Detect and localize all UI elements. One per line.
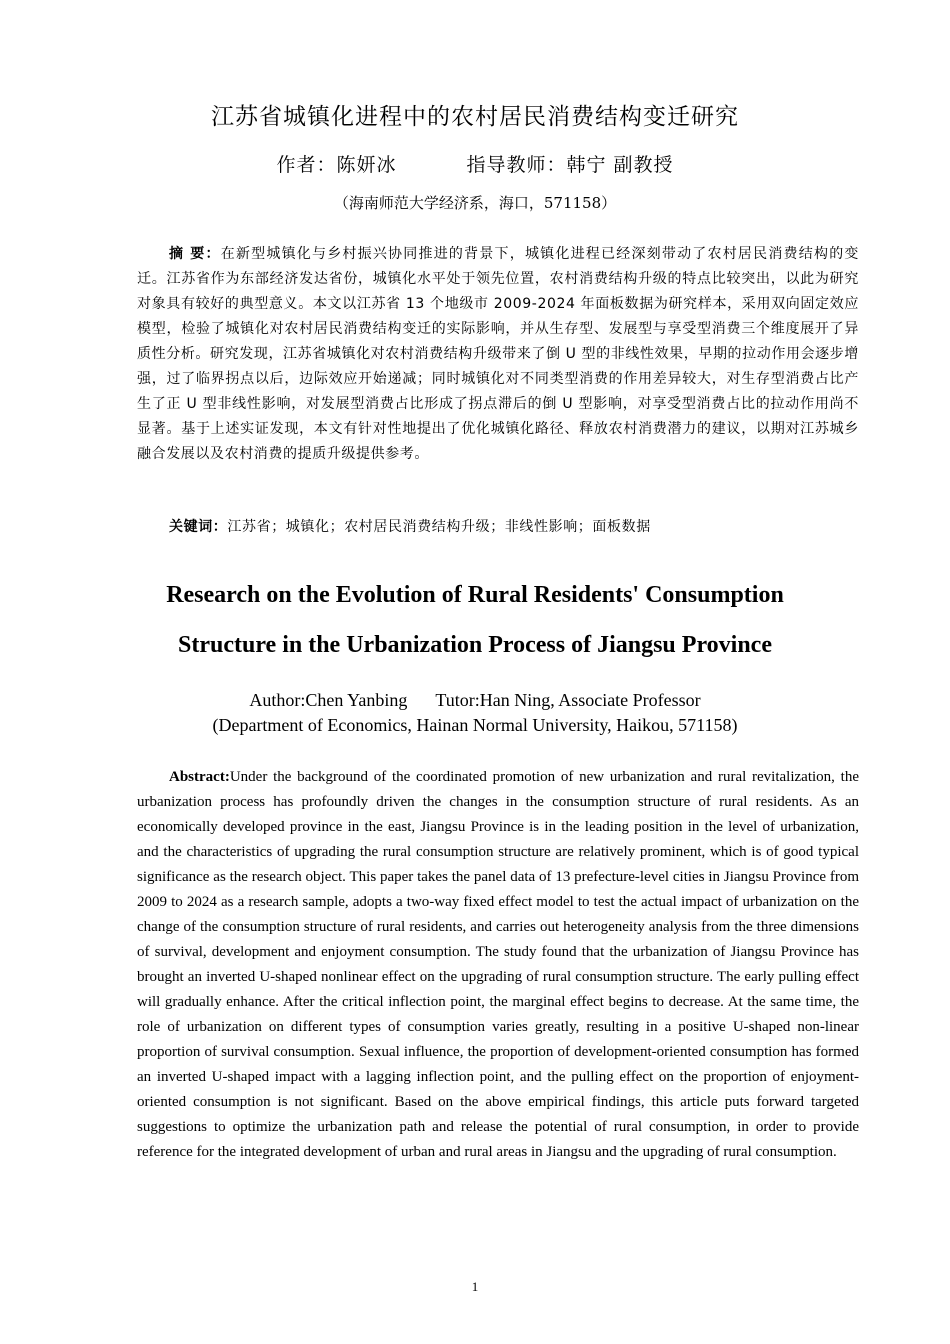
chinese-abstract xyxy=(137,242,859,467)
english-author: Author:Chen Yanbing xyxy=(249,690,408,710)
chinese-keywords-text: 江苏省；城镇化；农村居民消费结构升级；非线性影响；面板数据 xyxy=(227,519,651,535)
page-number: 1 xyxy=(471,1279,479,1294)
english-title-line-2: Structure in the Urbanization Process of Jiangsu Province xyxy=(178,632,772,658)
chinese-author-line xyxy=(0,150,950,177)
english-title xyxy=(100,570,850,670)
english-tutor: Tutor:Han Ning, Associate Professor xyxy=(435,690,701,710)
chinese-affiliation: （海南师范大学经济系，海口，571158） xyxy=(333,194,617,212)
english-title-line-1: Research on the Evolution of Rural Residents' Consumption xyxy=(166,582,784,608)
english-author-line xyxy=(0,690,950,711)
chinese-abstract-label: 摘 要： xyxy=(169,246,221,262)
chinese-author: 作者：陈妍冰 xyxy=(276,154,397,176)
chinese-title: 江苏省城镇化进程中的农村居民消费结构变迁研究 xyxy=(211,104,739,130)
chinese-keywords xyxy=(169,515,859,540)
chinese-abstract-text: 在新型城镇化与乡村振兴协同推进的背景下，城镇化进程已经深刻带动了农村居民消费结构的变迁。江苏省作为东部经济发达省份，城镇化水平处于领先位置，农村消费结构升级的特点比较突出，以此为研究对象具有较好的典型意义。本文以江苏省 13 个地级市 2009-2024 年面板数据为研究样本，采用双向固定效应模型，检验了城镇化对农村居民消费结构变迁的实际影响，并从生存型、发展型与享受型消费三个维度展开了异质性分析。研究发现，江苏省城镇化对农村消费结构升级带来了倒 U 型的非线性效果，早期的拉动作用会逐步增强，过了临界拐点以后，边际效应开始递减；同时城镇化对不同类型消费的作用差异较大，对生存型消费占比产生了正 U 型非线性影响，对发展型消费占比形成了拐点滞后的倒 U 型影响，对享受型消费占比的拉动作用尚不显著。基于上述实证发现，本文有针对性地提出了优化城镇化路径、释放农村消费潜力的建议，以期对江苏城乡融合发展以及农村消费的提质升级提供参考。 xyxy=(137,246,860,462)
english-affiliation: (Department of Economics, Hainan Normal University, Haikou, 571158) xyxy=(212,715,738,735)
english-abstract-text: Under the background of the coordinated promotion of new urbanization and rural revitalization, the urbanization process has profoundly driven the changes in the consumption structure of rural residents. As an economically developed province in the east, Jiangsu Province is in the leading position in the level of urbanization, and the characteristics of upgrading the rural consumption structure are relatively prominent, which is of good typical significance as the research object. This paper takes the panel data of 13 prefecture-level cities in Jiangsu Province from 2009 to 2024 as a research sample, adopts a two-way fixed effect model to test the actual impact of urbanization on the change of the consumption structure of rural residents, and carries out heterogeneity analysis from the three dimensions of survival, development and enjoyment consumption. The study found that the urbanization of Jiangsu Province has brought an inverted U-shaped nonlinear effect on the upgrading of rural consumption structure. The early pulling effect will gradually enhance. After the critical inflection point, the marginal effect begins to decrease. At the same time, the role of urbanization on different types of consumption varies greatly, resulting in a positive U-shaped non-linear proportion of survival consumption. Sexual influence, the proportion of development-oriented consumption has formed an inverted U-shaped impact with a lagging inflection point, and the pulling effect on the proportion of enjoyment-oriented consumption is not significant. Based on the above empirical findings, this article puts forward targeted suggestions to optimize the urbanization path and release the potential of rural consumption, in order to provide reference for the integrated development of urban and rural areas in Jiangsu and the upgrading of rural consumption. xyxy=(137,769,859,1160)
chinese-tutor: 指导教师：韩宁 副教授 xyxy=(466,154,674,176)
chinese-keywords-label: 关键词： xyxy=(169,519,228,535)
english-abstract xyxy=(137,765,859,1165)
english-abstract-label: Abstract: xyxy=(169,769,230,785)
